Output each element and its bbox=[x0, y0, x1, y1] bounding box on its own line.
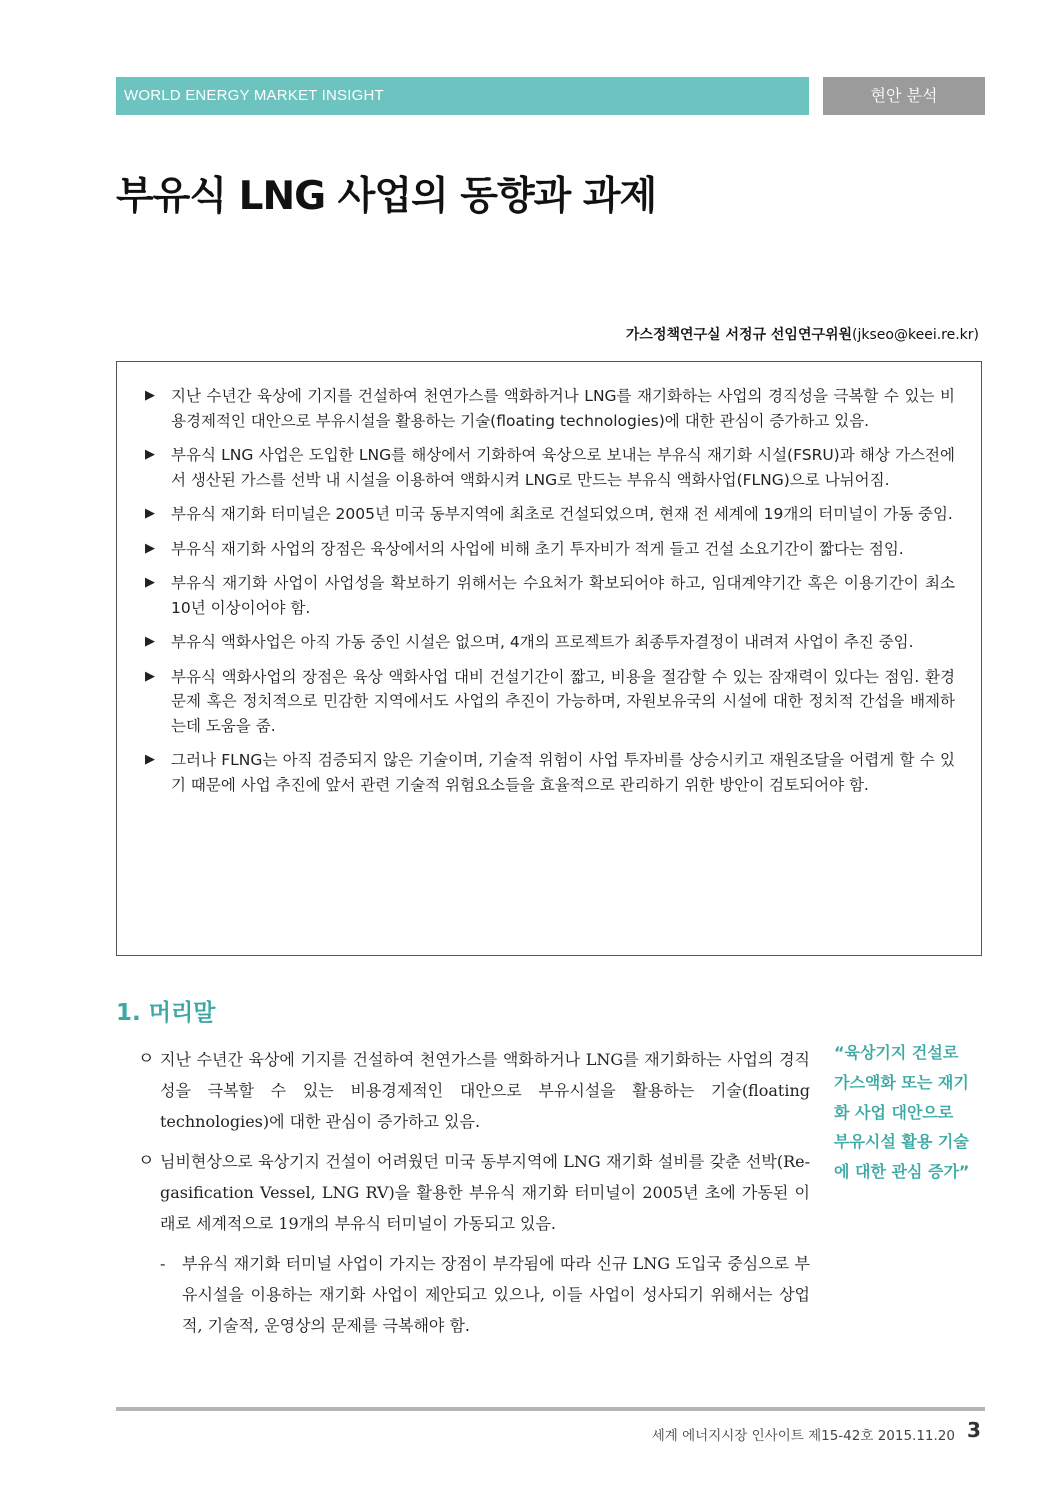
summary-item bbox=[145, 665, 955, 739]
summary-text: 부유식 액화사업은 아직 가동 중인 시설은 없으며, 4개의 프로젝트가 최종투자결정이 내려져 사업이 추진 중임. bbox=[171, 633, 914, 651]
triangle-bullet-icon: ▶ bbox=[145, 506, 155, 521]
section-heading: 1. 머리말 bbox=[116, 1000, 216, 1026]
section-tag-label: 현안 분석 bbox=[870, 86, 938, 105]
footer-divider bbox=[116, 1407, 985, 1411]
page-title: 부유식 LNG 사업의 동향과 과제 bbox=[116, 174, 657, 219]
summary-item bbox=[145, 443, 955, 492]
footer-text: 세계 에너지시장 인사이트 제15-42호 2015.11.20 bbox=[651, 1428, 955, 1444]
body-paragraph bbox=[138, 1044, 810, 1137]
summary-item bbox=[145, 630, 955, 655]
triangle-bullet-icon: ▶ bbox=[145, 668, 155, 684]
summary-item bbox=[145, 502, 955, 527]
summary-item bbox=[145, 384, 955, 433]
summary-text: 부유식 재기화 사업이 사업성을 확보하기 위해서는 수요처가 확보되어야 하고, 임대계약기간 혹은 이용기간이 최소 10년 이상이어야 함. bbox=[171, 574, 955, 617]
author-name: 가스정책연구실 서정규 선임연구위원 bbox=[625, 327, 853, 343]
summary-text: 부유식 재기화 터미널은 2005년 미국 동부지역에 최초로 건설되었으며, 현재 전 세계에 19개의 터미널이 가동 중임. bbox=[171, 505, 953, 523]
summary-list bbox=[145, 384, 955, 797]
summary-item bbox=[145, 571, 955, 620]
author-line bbox=[626, 324, 979, 344]
publication-header-bar bbox=[116, 77, 809, 115]
triangle-bullet-icon: ▶ bbox=[145, 447, 155, 462]
summary-item bbox=[145, 537, 955, 562]
sub-paragraph-text: 부유식 재기화 터미널 사업이 가지는 장점이 부각됨에 따라 신규 LNG 도입국 중심으로 부유시설을 이용하는 재기화 사업이 제안되고 있으나, 이들 사업이 성사되기 위해서는 상업적, 기술적, 운영상의 문제를 극복해야 함. bbox=[182, 1254, 810, 1335]
summary-text: 부유식 액화사업의 장점은 육상 액화사업 대비 건설기간이 짧고, 비용을 절감할 수 있는 잠재력이 있다는 점임. 환경문제 혹은 정치적으로 민감한 지역에서도 사업의 추진이 가능하며, 자원보유국의 시설에 대한 정치적 간섭을 배제하는데 도움을 줌. bbox=[171, 667, 955, 735]
author-email: (jkseo@keei.re.kr) bbox=[852, 327, 979, 343]
paragraph-text: 지난 수년간 육상에 기지를 건설하여 천연가스를 액화하거나 LNG를 재기화하는 사업의 경직성을 극복할 수 있는 비용경제적인 대안으로 부유시설을 활용하는 기술(floating technologies)에 대한 관심이 증가하고 있음. bbox=[160, 1050, 810, 1131]
triangle-bullet-icon: ▶ bbox=[145, 575, 155, 590]
triangle-bullet-icon: ▶ bbox=[145, 388, 155, 403]
triangle-bullet-icon: ▶ bbox=[145, 634, 155, 649]
summary-text: 부유식 재기화 사업의 장점은 육상에서의 사업에 비해 초기 투자비가 적게 들고 건설 소요기간이 짧다는 점임. bbox=[171, 539, 904, 558]
circle-bullet-icon: ㅇ bbox=[138, 1049, 155, 1069]
body-paragraph bbox=[138, 1146, 810, 1239]
pull-quote: “육상기지 건설로 가스액화 또는 재기화 사업 대안으로 부유시설 활용 기술에 대한 관심 증가” bbox=[834, 1043, 970, 1182]
summary-text: 지난 수년간 육상에 기지를 건설하여 천연가스를 액화하거나 LNG를 재기화하는 사업의 경직성을 극복할 수 있는 비용경제적인 대안으로 부유시설을 활용하는 기술(floating technologies)에 대한 관심이 증가하고 있음. bbox=[171, 387, 955, 430]
sub-paragraph bbox=[138, 1248, 810, 1341]
summary-item bbox=[145, 748, 955, 797]
summary-text: 그러나 FLNG는 아직 검증되지 않은 기술이며, 기술적 위험이 사업 투자비를 상승시키고 재원조달을 어렵게 할 수 있기 때문에 사업 추진에 앞서 관련 기술적 위험요소들을 효율적으로 관리하기 위한 방안이 검토되어야 함. bbox=[171, 751, 955, 794]
section-body bbox=[138, 1044, 810, 1341]
triangle-bullet-icon: ▶ bbox=[145, 540, 155, 556]
circle-bullet-icon: ㅇ bbox=[138, 1151, 155, 1171]
publication-name: WORLD ENERGY MARKET INSIGHT bbox=[124, 87, 384, 104]
page-number: 3 bbox=[967, 1418, 981, 1442]
summary-text: 부유식 LNG 사업은 도입한 LNG를 해상에서 기화하여 육상으로 보내는 부유식 재기화 시설(FSRU)과 해상 가스전에서 생산된 가스를 선박 내 시설을 이용하여 액화시켜 LNG로 만드는 부유식 액화사업(FLNG)으로 나뉘어짐. bbox=[171, 446, 955, 489]
triangle-bullet-icon: ▶ bbox=[145, 752, 155, 767]
section-tag bbox=[823, 77, 985, 115]
dash-bullet: - bbox=[160, 1254, 166, 1273]
paragraph-text: 님비현상으로 육상기지 건설이 어려웠던 미국 동부지역에 LNG 재기화 설비를 갖춘 선박(Re-gasification Vessel, LNG RV)을 활용한 부유식 재기화 터미널이 2005년 초에 가동된 이래로 세계적으로 19개의 부유식 터미널이 가동되고 있음. bbox=[160, 1152, 810, 1233]
summary-box bbox=[116, 361, 982, 956]
